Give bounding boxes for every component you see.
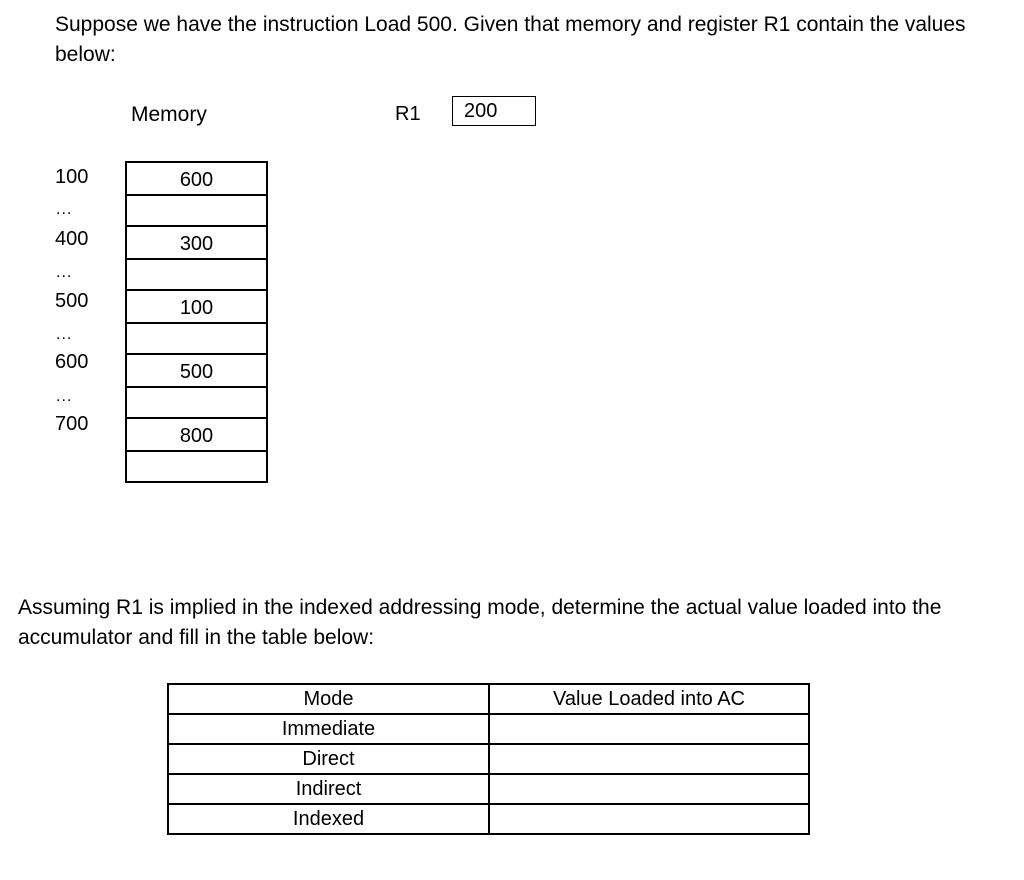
mode-cell: Immediate <box>168 714 489 744</box>
address-ellipsis: ... <box>56 201 73 218</box>
mode-cell: Indirect <box>168 774 489 804</box>
memory-cell: 100 <box>125 291 268 324</box>
memory-cell: 500 <box>125 355 268 388</box>
address-label: 500 <box>55 290 89 312</box>
table-row <box>168 774 809 804</box>
table-row <box>168 804 809 834</box>
memory-cell <box>125 324 268 356</box>
column-header-mode: Mode <box>168 684 489 714</box>
memory-cell <box>125 452 268 484</box>
memory-cell: 600 <box>125 163 268 196</box>
memory-block <box>125 161 268 483</box>
address-label: 400 <box>55 228 89 250</box>
value-cell[interactable] <box>489 714 809 744</box>
register-label: R1 <box>395 103 421 125</box>
address-label: 700 <box>55 413 89 435</box>
column-header-value: Value Loaded into AC <box>489 684 809 714</box>
memory-cell: 800 <box>125 419 268 452</box>
value-cell[interactable] <box>489 744 809 774</box>
intro-text: Suppose we have the instruction Load 500. Given that memory and register R1 contain the values below: <box>55 13 966 66</box>
address-ellipsis: ... <box>56 388 73 405</box>
memory-cell <box>125 196 268 228</box>
table-header-row <box>168 684 809 714</box>
mode-cell: Indexed <box>168 804 489 834</box>
memory-title: Memory <box>131 103 207 126</box>
memory-cell: 300 <box>125 227 268 260</box>
value-cell[interactable] <box>489 804 809 834</box>
address-ellipsis: ... <box>56 264 73 281</box>
memory-cell <box>125 260 268 292</box>
address-label: 100 <box>55 166 89 188</box>
address-label: 600 <box>55 351 89 373</box>
table-row <box>168 714 809 744</box>
memory-cell <box>125 388 268 420</box>
value-cell[interactable] <box>489 774 809 804</box>
table-row <box>168 744 809 774</box>
register-value-box: 200 <box>452 96 536 126</box>
address-ellipsis: ... <box>56 326 73 343</box>
mode-cell: Direct <box>168 744 489 774</box>
question-text: Assuming R1 is implied in the indexed addressing mode, determine the actual value loaded into the accumulator and fill in the table below: <box>18 596 942 649</box>
addressing-mode-table <box>167 683 810 835</box>
